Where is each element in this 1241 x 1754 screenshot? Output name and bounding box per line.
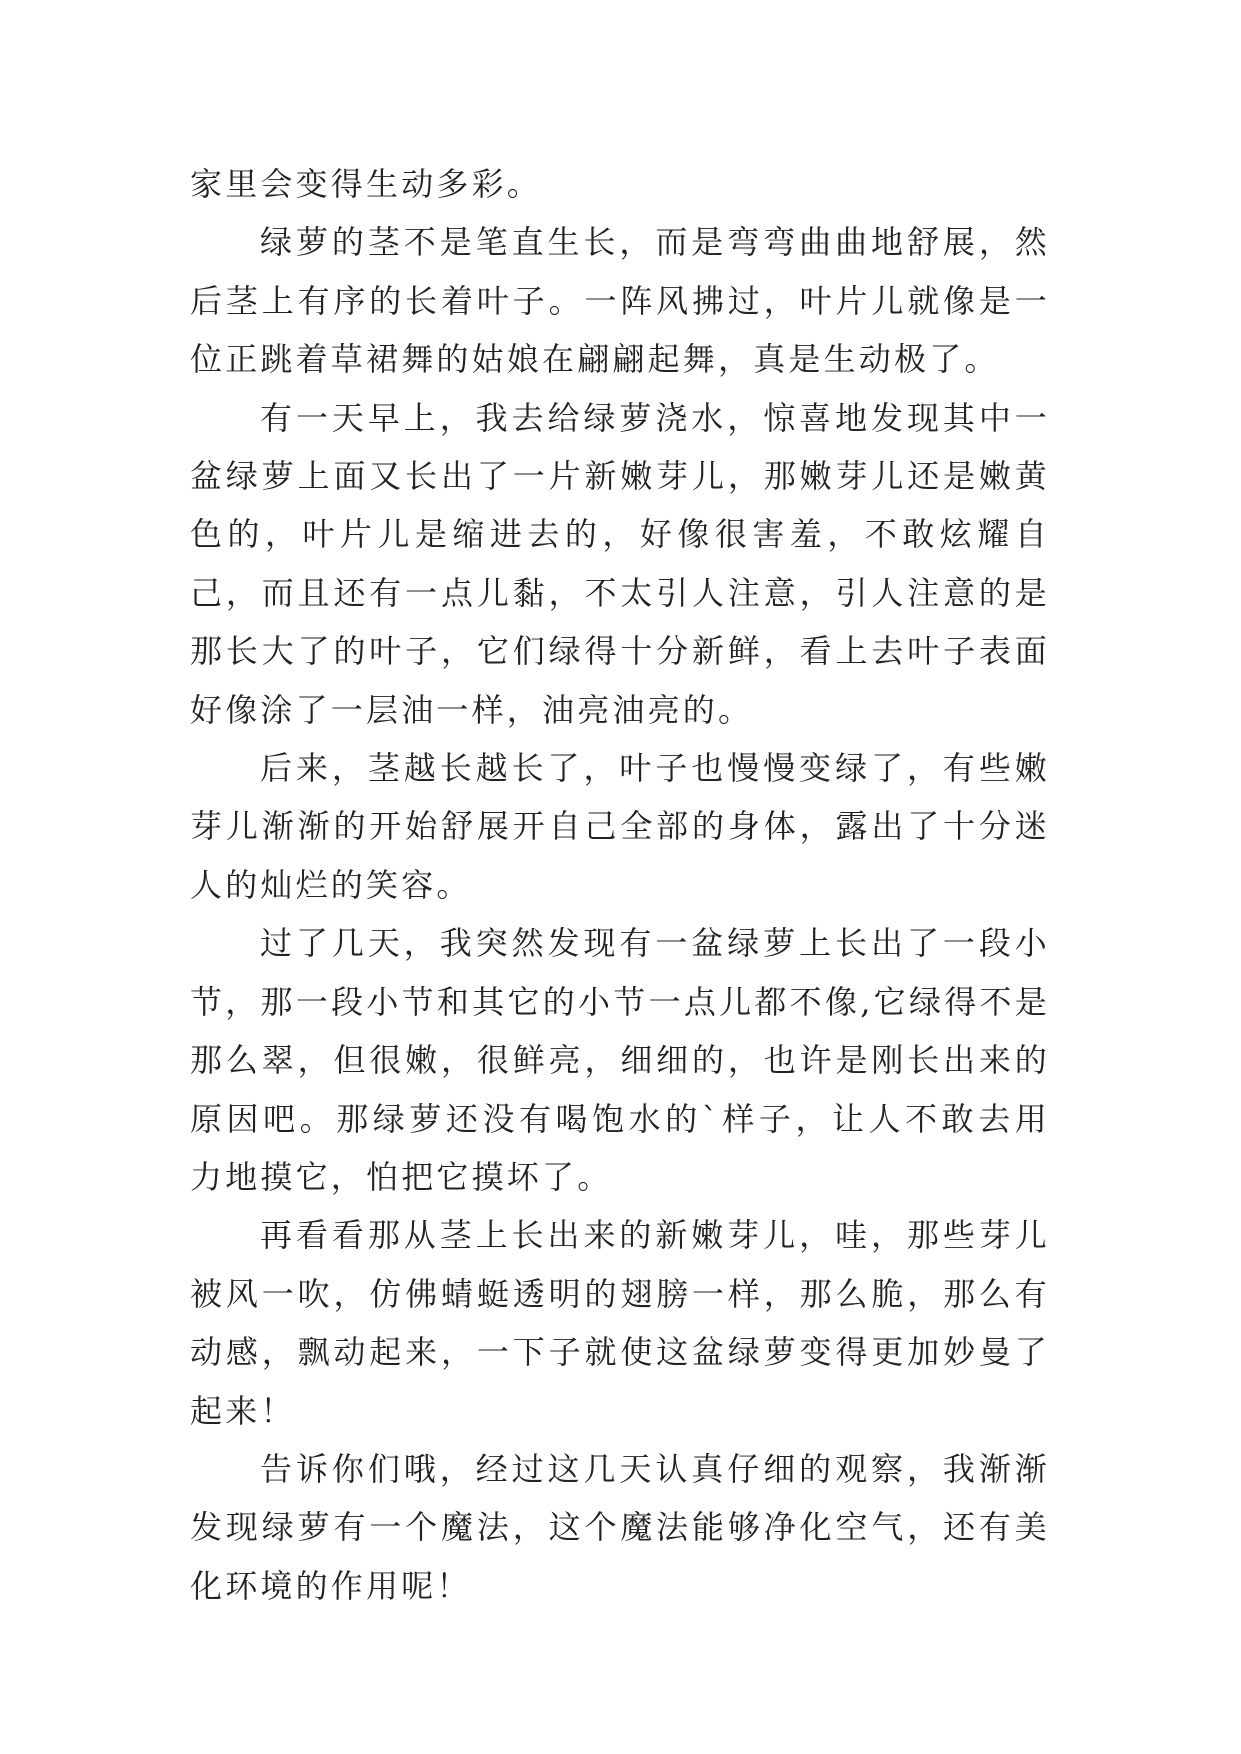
paragraph-5: 过了几天，我突然发现有一盆绿萝上长出了一段小节，那一段小节和其它的小节一点儿都不像,它绿得不是那么翠，但很嫩，很鲜亮，细细的，也许是刚长出来的原因吧。那绿萝还没有喝饱水的`样子，让人不敢去用力地摸它，怕把它摸坏了。 [190,924,1050,1196]
paragraph-4: 后来，茎越长越长了，叶子也慢慢变绿了，有些嫩芽儿渐渐的开始舒展开自己全部的身体，露出了十分迷人的灿烂的笑容。 [190,749,1050,904]
paragraph-1: 家里会变得生动多彩。 [190,165,543,203]
document-body [190,155,1050,1615]
paragraph-3: 有一天早上，我去给绿萝浇水，惊喜地发现其中一盆绿萝上面又长出了一片新嫩芽儿，那嫩芽儿还是嫩黄色的，叶片儿是缩进去的，好像很害羞，不敢炫耀自己，而且还有一点儿黏，不太引人注意，引人注意的是那长大了的叶子，它们绿得十分新鲜，看上去叶子表面好像涂了一层油一样，油亮油亮的。 [190,398,1050,729]
paragraph-2: 绿萝的茎不是笔直生长，而是弯弯曲曲地舒展，然后茎上有序的长着叶子。一阵风拂过，叶片儿就像是一位正跳着草裙舞的姑娘在翩翩起舞，真是生动极了。 [190,223,1050,379]
paragraph-7: 告诉你们哦，经过这几天认真仔细的观察，我渐渐发现绿萝有一个魔法，这个魔法能够净化空气，还有美化环境的作用呢！ [190,1449,1050,1605]
paragraph-6: 再看看那从茎上长出来的新嫩芽儿，哇，那些芽儿被风一吹，仿佛蜻蜓透明的翅膀一样，那么脆，那么有动感，飘动起来，一下子就使这盆绿萝变得更加妙曼了起来！ [190,1216,1050,1430]
